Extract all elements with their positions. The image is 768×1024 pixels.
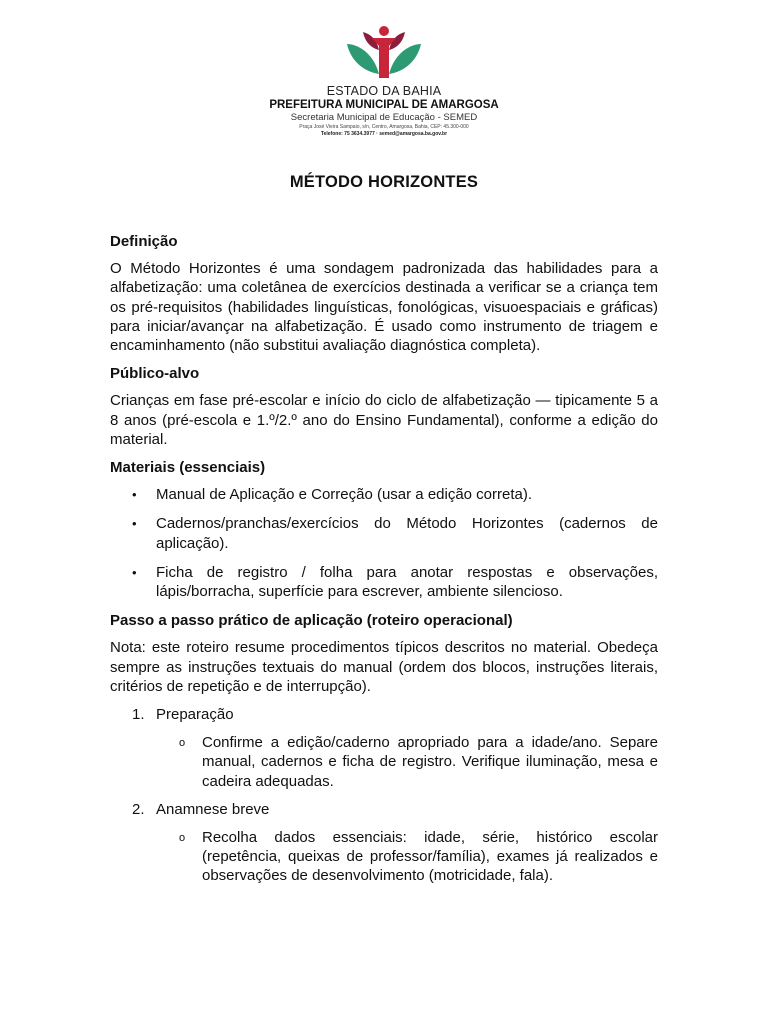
circle-bullet-icon: o xyxy=(179,737,186,750)
step-sublist xyxy=(156,828,658,886)
step-label: Preparação xyxy=(156,706,234,724)
letterhead-address: Praça José Vieira Sampaio, s/n, Centro, Amargosa, Bahia, CEP: 45.300-000 xyxy=(299,124,469,130)
letterhead-contact: Telefone: 75 3634.3977 · semed@amargosa.ba.gov.br xyxy=(320,131,448,137)
list-item xyxy=(110,514,658,552)
bullet-icon: • xyxy=(132,487,137,503)
paragraph-publico-alvo: Crianças em fase pré-escolar e início do ciclo de alfabetização — tipicamente 5 a 8 anos (pré-escola e 1.º/2.º ano do Ensino Fundamental), conforme a edição do material. xyxy=(110,392,658,448)
sub-list-item-text: Confirme a edição/caderno apropriado para a idade/ano. Separe manual, cadernos e ficha de registro. Verifique iluminação, mesa e cadeira adequadas. xyxy=(202,734,658,790)
list-item-text: Manual de Aplicação e Correção (usar a edição correta). xyxy=(156,486,533,504)
list-item-text: Cadernos/pranchas/exercícios do Método Horizontes (cadernos de aplicação). xyxy=(156,515,658,552)
bullet-icon: • xyxy=(132,516,137,532)
list-item-text: Ficha de registro / folha para anotar respostas e observações, lápis/borracha, superfície para escrever, ambiente silencioso. xyxy=(156,563,658,601)
step-item xyxy=(110,705,658,791)
heading-passo-a-passo: Passo a passo prático de aplicação (roteiro operacional) xyxy=(110,612,513,630)
step-number: 2. xyxy=(132,800,145,818)
step-item xyxy=(110,800,658,886)
list-item xyxy=(110,485,658,504)
document-body xyxy=(110,232,658,895)
letterhead-secretaria: Secretaria Municipal de Educação - SEMED xyxy=(290,112,478,123)
heading-definicao: Definição xyxy=(110,233,178,250)
list-item xyxy=(110,563,658,601)
letterhead-prefeitura: PREFEITURA MUNICIPAL DE AMARGOSA xyxy=(269,99,499,111)
heading-materiais: Materiais (essenciais) xyxy=(110,459,266,477)
bullet-icon: • xyxy=(132,564,137,580)
steps-list xyxy=(110,705,658,886)
materiais-list xyxy=(110,485,658,601)
sub-list-item-text: Recolha dados essenciais: idade, série, histórico escolar (repetência, queixas de professor/família), exames já realizados e observações de desenvolvimento (motricidade, fala). xyxy=(202,829,658,885)
document-title: MÉTODO HORIZONTES xyxy=(289,173,479,191)
step-label: Anamnese breve xyxy=(156,800,270,818)
letterhead xyxy=(260,22,508,138)
heading-publico-alvo: Público-alvo xyxy=(110,365,200,383)
paragraph-nota: Nota: este roteiro resume procedimentos típicos descritos no material. Obedeça sempre as instruções textuais do manual (ordem dos blocos, instruções literais, critérios de repetição e de interrupção). xyxy=(110,639,658,695)
letterhead-state: ESTADO DA BAHIA xyxy=(326,84,442,98)
step-number: 1. xyxy=(132,706,145,724)
sub-list-item xyxy=(156,828,658,886)
circle-bullet-icon: o xyxy=(179,832,186,845)
sub-list-item xyxy=(156,733,658,791)
prefeitura-logo-icon xyxy=(339,22,429,82)
paragraph-definicao: O Método Horizontes é uma sondagem padronizada das habilidades para a alfabetização: uma coletânea de exercícios destinada a verificar se a criança tem os pré-requisitos (habilidades linguísticas, fonológicas, visuoespaciais e gráficas) para iniciar/avançar na alfabetização. É usado como instrumento de triagem e encaminhamento (não substitui avaliação diagnóstica completa). xyxy=(110,260,658,355)
step-sublist xyxy=(156,733,658,791)
